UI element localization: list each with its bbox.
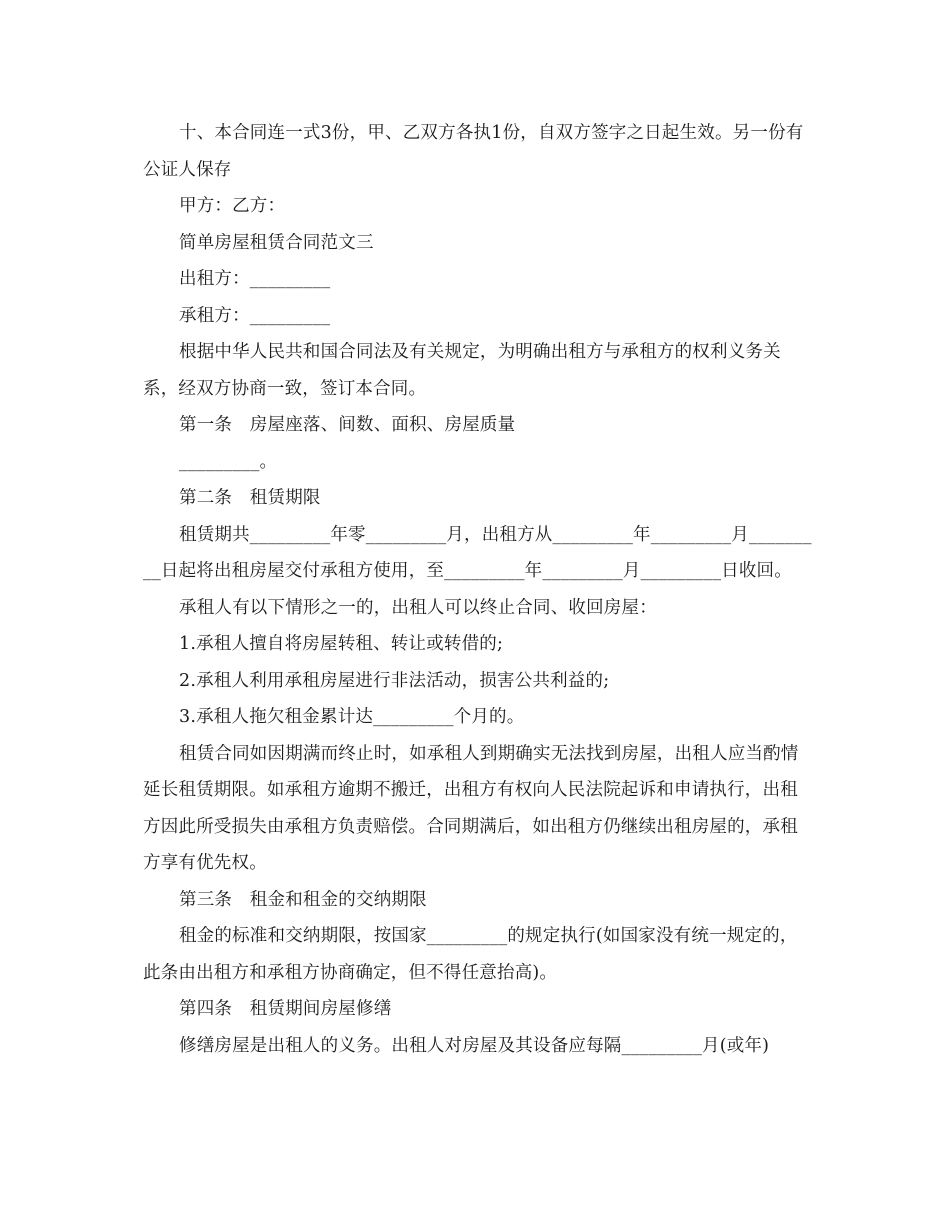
party-signature-line: 甲方：乙方： bbox=[179, 196, 286, 216]
termination-intro: 承租人有以下情形之一的，出租人可以终止合同、收回房屋： bbox=[179, 597, 657, 618]
article-one-heading: 第一条 房屋座落、间数、面积、房屋质量 bbox=[179, 415, 516, 435]
termination-item-1: 1.承租人擅自将房屋转租、转让或转借的; bbox=[179, 634, 504, 654]
lessor-line: 出租方：_________ bbox=[179, 269, 331, 289]
article-one-blank: _________。 bbox=[179, 451, 278, 472]
rent-paragraph: 租金的标准和交纳期限，按国家_________的规定执行(如国家没有统一规定的，此条由出租方和承租方协商确定，但不得任意抬高)。 bbox=[143, 926, 798, 983]
termination-item-3: 3.承租人拖欠租金累计达_________个月的。 bbox=[179, 707, 525, 727]
lease-term-paragraph: 租赁期共_________年零_________月，出租方从_________年_________月_________日起将出租房屋交付承租方使用，至_________年_________月_________日收回。 bbox=[143, 524, 812, 581]
termination-item-2: 2.承租人利用承租房屋进行非法活动，损害公共利益的; bbox=[179, 670, 610, 691]
expiry-paragraph: 租赁合同如因期满而终止时，如承租人到期确实无法找到房屋，出租人应当酌情延长租赁期限。如承租方逾期不搬迁，出租方有权向人民法院起诉和申请执行，出租方因此所受损失由承租方负责赔偿。合同期满后，如出租方仍继续出租房屋的，承租方享有优先权。 bbox=[143, 743, 799, 873]
repair-paragraph: 修缮房屋是出租人的义务。出租人对房屋及其设备应每隔_________月(或年) bbox=[179, 1035, 770, 1056]
document-body bbox=[143, 115, 813, 1064]
article-three-heading: 第三条 租金和租金的交纳期限 bbox=[179, 889, 427, 910]
article-four-heading: 第四条 租赁期间房屋修缮 bbox=[179, 999, 392, 1019]
contract-title: 简单房屋租赁合同范文三 bbox=[179, 232, 374, 253]
clause-ten-paragraph: 十、本合同连一式3份，甲、乙双方各执1份，自双方签字之日起生效。另一份有公证人保存 bbox=[143, 123, 804, 180]
lessee-line: 承租方：_________ bbox=[179, 305, 331, 326]
article-two-heading: 第二条 租赁期限 bbox=[179, 488, 321, 508]
preamble-paragraph: 根据中华人民共和国合同法及有关规定，为明确出租方与承租方的权利义务关系，经双方协商一致，签订本合同。 bbox=[143, 342, 781, 399]
